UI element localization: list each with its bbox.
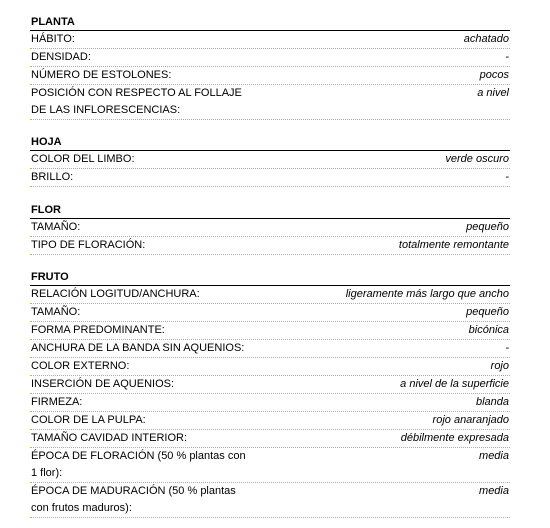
row-value: media xyxy=(479,485,509,497)
section-title-planta: PLANTA xyxy=(30,16,510,31)
row-label: TAMAÑO CAVIDAD INTERIOR: xyxy=(31,432,188,444)
row-label: NÚMERO DE ESTOLONES: xyxy=(31,69,172,81)
table-row xyxy=(30,340,510,358)
row-value: rojo xyxy=(490,360,509,372)
table-row xyxy=(30,304,510,322)
table-row xyxy=(30,448,510,483)
row-value: débilmente expresada xyxy=(400,432,509,444)
row-value: ligeramente más largo que ancho xyxy=(345,288,509,300)
row-label: DENSIDAD: xyxy=(31,51,91,63)
row-value: pequeño xyxy=(466,221,509,233)
row-value: media xyxy=(479,450,509,462)
section-title-fruto: FRUTO xyxy=(30,271,510,286)
row-label: TIPO DE FLORACIÓN: xyxy=(31,239,146,251)
table-row xyxy=(30,412,510,430)
table-row xyxy=(30,85,510,120)
row-value: pocos xyxy=(479,69,509,81)
row-label: FIRMEZA: xyxy=(31,396,83,408)
table-row xyxy=(30,49,510,67)
table-row xyxy=(30,430,510,448)
row-value: a nivel de la superficie xyxy=(400,378,509,390)
row-value: a nivel xyxy=(477,87,509,99)
table-row xyxy=(30,219,510,237)
section-fruto xyxy=(30,271,510,518)
table-row xyxy=(30,394,510,412)
row-label: ANCHURA DE LA BANDA SIN AQUENIOS: xyxy=(31,342,245,354)
row-value: verde oscuro xyxy=(445,153,509,165)
row-value: blanda xyxy=(475,396,509,408)
row-value: rojo anaranjado xyxy=(432,414,509,426)
table-row xyxy=(30,67,510,85)
row-value: - xyxy=(505,171,509,183)
row-value: - xyxy=(505,51,509,63)
table-row xyxy=(30,376,510,394)
section-planta xyxy=(30,16,510,120)
row-value: - xyxy=(505,342,509,354)
table-row xyxy=(30,322,510,340)
table-row xyxy=(30,358,510,376)
row-value: achatado xyxy=(463,33,509,45)
section-flor xyxy=(30,204,510,255)
section-title-hoja: HOJA xyxy=(30,136,510,151)
row-label: ÉPOCA DE MADURACIÓN (50 % plantas con frutos maduros): xyxy=(31,485,236,514)
row-label: COLOR DE LA PULPA: xyxy=(31,414,146,426)
row-label: HÁBITO: xyxy=(31,33,75,45)
row-label: POSICIÓN CON RESPECTO AL FOLLAJE DE LAS INFLORESCENCIAS: xyxy=(31,87,242,116)
row-label: COLOR DEL LIMBO: xyxy=(31,153,135,165)
table-row xyxy=(30,286,510,304)
table-row xyxy=(30,483,510,518)
row-value: pequeño xyxy=(466,306,509,318)
row-label: INSERCIÓN DE AQUENIOS: xyxy=(31,378,175,390)
row-label: TAMAÑO: xyxy=(31,221,81,233)
table-row xyxy=(30,169,510,187)
row-value: totalmente remontante xyxy=(398,239,509,251)
row-label: COLOR EXTERNO: xyxy=(31,360,130,372)
table-row xyxy=(30,237,510,255)
section-hoja xyxy=(30,136,510,187)
row-value: bicónica xyxy=(468,324,509,336)
table-row xyxy=(30,151,510,169)
row-label: ÉPOCA DE FLORACIÓN (50 % plantas con 1 flor): xyxy=(31,450,246,479)
table-row xyxy=(30,31,510,49)
row-label: FORMA PREDOMINANTE: xyxy=(31,324,165,336)
row-label: RELACIÓN LOGITUD/ANCHURA: xyxy=(31,288,200,300)
section-title-flor: FLOR xyxy=(30,204,510,219)
row-label: BRILLO: xyxy=(31,171,74,183)
row-label: TAMAÑO: xyxy=(31,306,81,318)
